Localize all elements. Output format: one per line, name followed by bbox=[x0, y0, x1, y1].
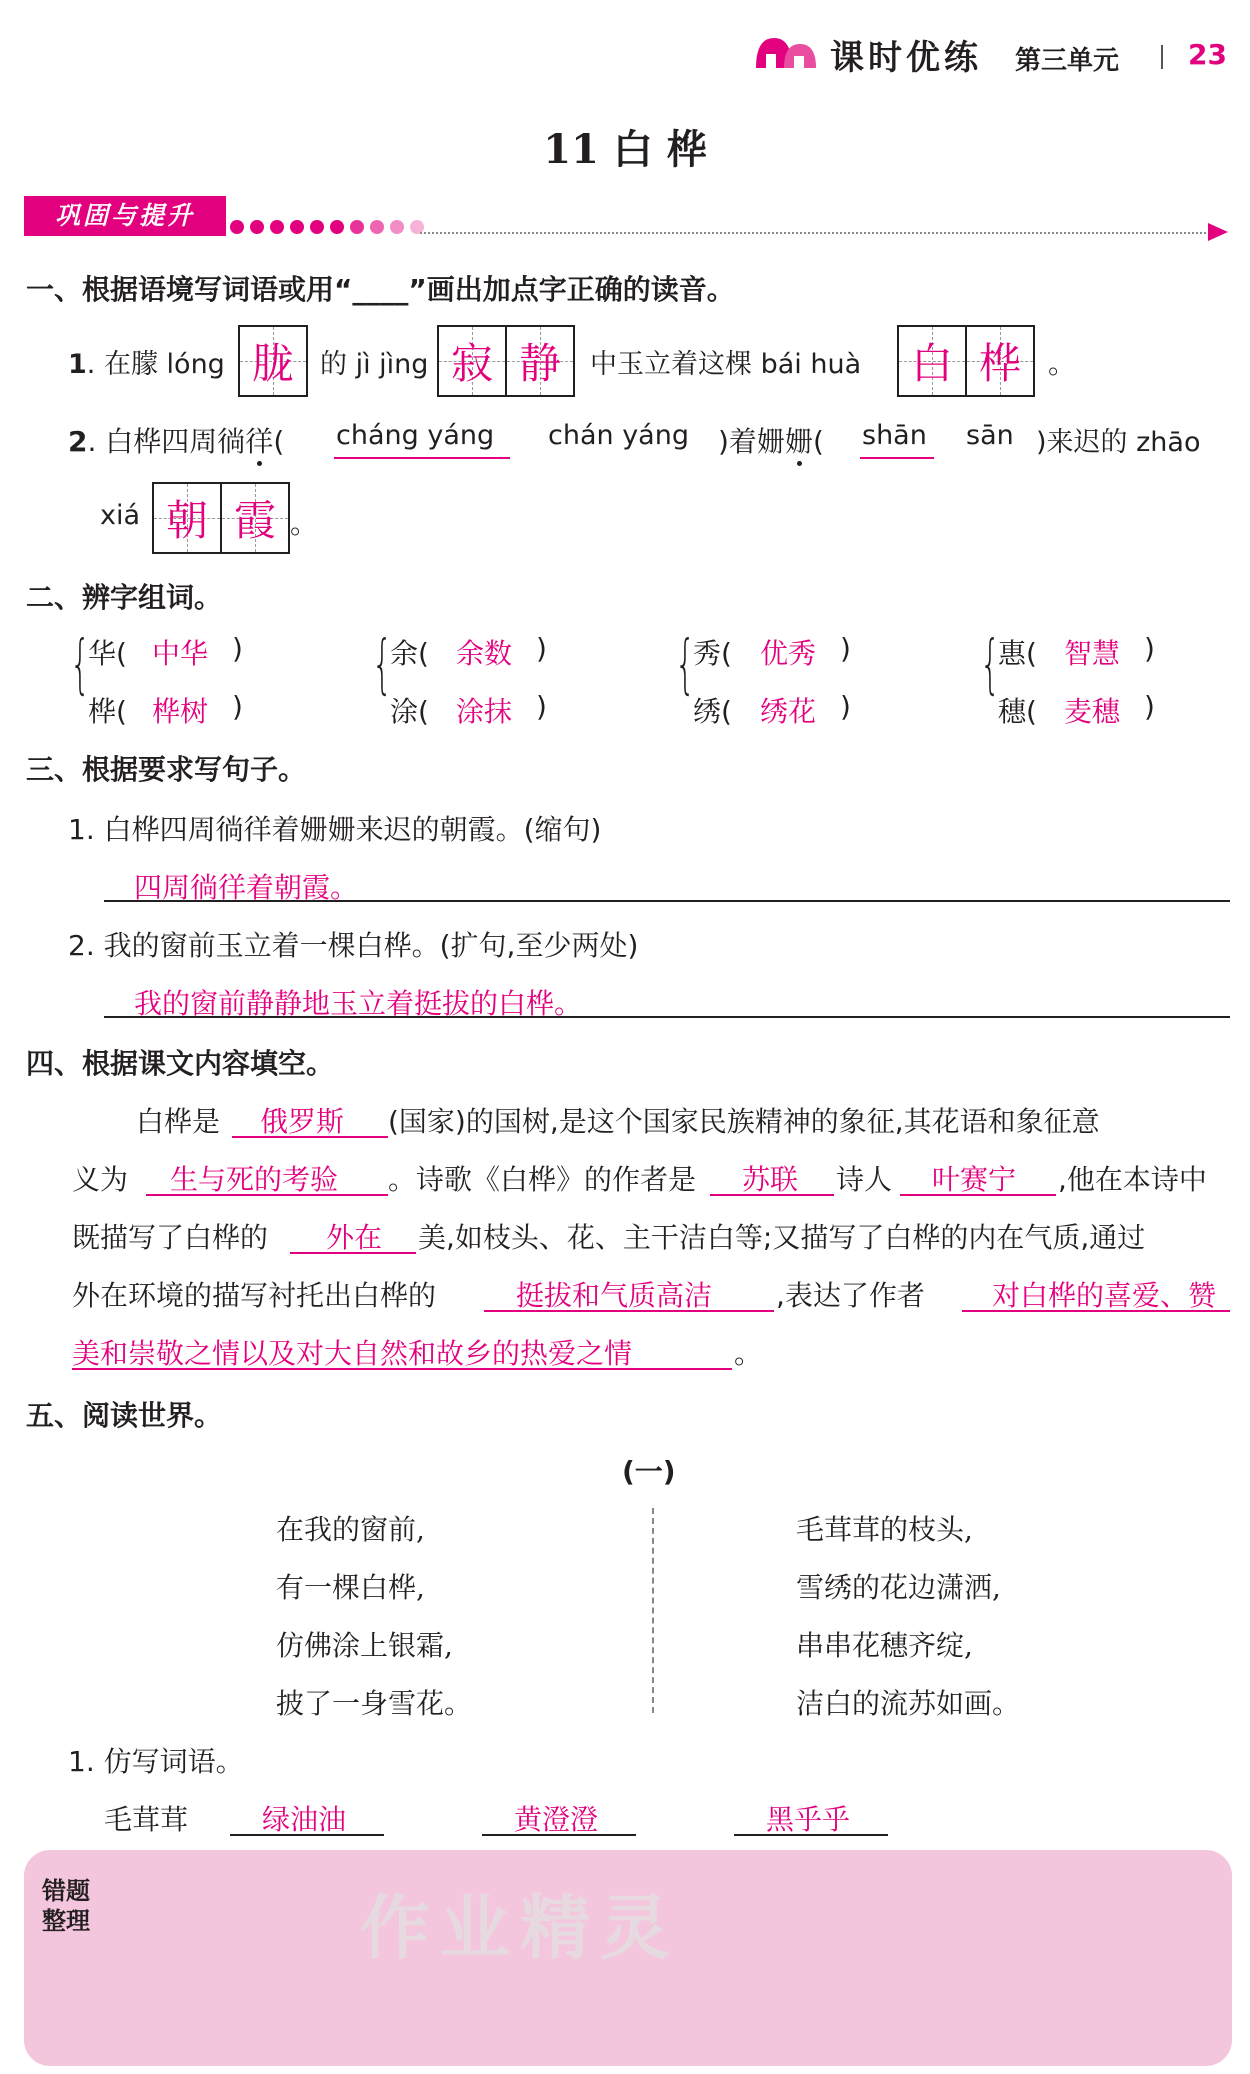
reading-option-chanyang[interactable]: chán yáng bbox=[548, 420, 689, 451]
brand-logo-icon bbox=[752, 28, 822, 72]
lesson-title: 11 白 桦 bbox=[543, 126, 707, 173]
q4-answer-feeling1: 对白桦的喜爱、赞 bbox=[992, 1279, 1217, 1312]
q1-item1-text3: 中玉立着这棵 bái huà bbox=[590, 349, 862, 380]
reading-option-shan[interactable]: shān bbox=[862, 420, 927, 451]
q2-group3-char2: 绣( bbox=[693, 695, 732, 728]
reading-option-san[interactable]: sān bbox=[966, 420, 1014, 451]
q2-group2-word2: 涂抹 bbox=[456, 695, 513, 728]
q2-group1-word2: 桦树 bbox=[152, 695, 209, 728]
watermark: 作业精灵 bbox=[360, 1887, 680, 1969]
q2-group2-word1: 余数 bbox=[456, 637, 513, 670]
poem-divider bbox=[652, 1508, 654, 1713]
answer-underline bbox=[334, 457, 510, 459]
answer-line bbox=[104, 900, 1230, 902]
q5-heading: 五、阅读世界。 bbox=[26, 1399, 223, 1432]
q2-group4-word1: 智慧 bbox=[1064, 637, 1121, 670]
paren: ) bbox=[840, 690, 851, 723]
q1-item1-text2: 的 jì jìng bbox=[320, 349, 429, 380]
q4-text: ,表达了作者 bbox=[776, 1279, 925, 1312]
q4-answer-outer: 外在 bbox=[326, 1221, 383, 1254]
q5-item1: 1. 仿写词语。 bbox=[68, 1745, 244, 1778]
answer-underline bbox=[710, 1194, 834, 1196]
section-band: 巩固与提升 bbox=[24, 196, 226, 236]
q2-group1-char1: 华( bbox=[88, 637, 127, 670]
poem-line: 披了一身雪花。 bbox=[276, 1687, 473, 1720]
paren: ) bbox=[840, 632, 851, 665]
answer-line bbox=[734, 1834, 888, 1836]
q2-group2-char1: 余( bbox=[390, 637, 429, 670]
q1-item2-text1: 2. 白桦四周徜徉( bbox=[68, 425, 285, 458]
q2-heading: 二、辨字组词。 bbox=[26, 581, 223, 614]
answer-line bbox=[482, 1834, 636, 1836]
answer-box-baihua: 白 桦 bbox=[897, 325, 1035, 397]
answer-underline bbox=[962, 1310, 1230, 1312]
q1-item1-end: 。 bbox=[1048, 347, 1077, 380]
answer-underline bbox=[232, 1136, 388, 1138]
q5-example-word: 毛茸茸 bbox=[104, 1803, 189, 1836]
q4-answer-meaning: 生与死的考验 bbox=[170, 1163, 339, 1196]
q4-text: ,他在本诗中 bbox=[1058, 1163, 1207, 1196]
q1-item2-text3: )来迟的 zhāo bbox=[1036, 427, 1201, 458]
q1-item2-end: 。 bbox=[290, 507, 319, 540]
paren: ) bbox=[536, 632, 547, 665]
paren: ) bbox=[1144, 690, 1155, 723]
q1-item1-text1: 1. 在朦 lóng bbox=[68, 349, 225, 380]
brace: { bbox=[372, 628, 393, 702]
q4-answer-feeling2: 美和崇敬之情以及对大自然和故乡的热爱之情 bbox=[72, 1337, 633, 1370]
q2-group3-word2: 绣花 bbox=[760, 695, 817, 728]
answer-box-jijing: 寂 静 bbox=[437, 325, 575, 397]
answer-underline bbox=[860, 457, 934, 459]
q2-group1-word1: 中华 bbox=[152, 637, 209, 670]
header-divider bbox=[1161, 45, 1163, 69]
brace: { bbox=[980, 628, 1001, 702]
q4-text: 外在环境的描写衬托出白桦的 bbox=[72, 1279, 437, 1312]
reading-option-changyang[interactable]: cháng yáng bbox=[336, 420, 495, 451]
answer-box-long: 胧 bbox=[238, 325, 308, 397]
answer-underline bbox=[900, 1194, 1056, 1196]
q5-answer3: 黑乎乎 bbox=[766, 1803, 851, 1836]
unit-label: 第三单元 bbox=[1015, 46, 1120, 76]
poem-line: 仿佛涂上银霜, bbox=[276, 1629, 453, 1662]
q4-text: 。诗歌《白桦》的作者是 bbox=[388, 1163, 697, 1196]
q1-item2-text4: xiá bbox=[100, 500, 141, 531]
q3-item2: 2. 我的窗前玉立着一棵白桦。(扩句,至少两处) bbox=[68, 929, 639, 962]
poem-line: 在我的窗前, bbox=[276, 1513, 425, 1546]
poem-line: 雪绣的花边潇洒, bbox=[796, 1571, 1001, 1604]
q3-answer2: 我的窗前静静地玉立着挺拔的白桦。 bbox=[134, 987, 583, 1020]
paren: ) bbox=[232, 632, 243, 665]
q2-group1-char2: 桦( bbox=[88, 695, 127, 728]
q4-text: 白桦是 bbox=[136, 1105, 221, 1138]
arrow-icon bbox=[1208, 223, 1228, 241]
q2-group4-char1: 惠( bbox=[998, 637, 1037, 670]
q4-text: (国家)的国树,是这个国家民族精神的象征,其花语和象征意 bbox=[388, 1105, 1100, 1138]
poem-line: 洁白的流苏如画。 bbox=[796, 1687, 1021, 1720]
q4-answer-country: 俄罗斯 bbox=[260, 1105, 345, 1138]
answer-underline bbox=[146, 1194, 388, 1196]
q2-group2-char2: 涂( bbox=[390, 695, 429, 728]
q2-group4-word2: 麦穗 bbox=[1064, 695, 1121, 728]
q1-heading: 一、根据语境写词语或用“____”画出加点字正确的读音。 bbox=[26, 273, 735, 306]
q3-item1: 1. 白桦四周徜徉着姗姗来迟的朝霞。(缩句) bbox=[68, 813, 602, 846]
poem-line: 毛茸茸的枝头, bbox=[796, 1513, 973, 1546]
q5-answer2: 黄澄澄 bbox=[514, 1803, 599, 1836]
q4-answer-nation: 苏联 bbox=[742, 1163, 799, 1196]
brand-title: 课时优练 bbox=[830, 38, 982, 78]
poem-line: 串串花穗齐绽, bbox=[796, 1629, 973, 1662]
brace: { bbox=[675, 628, 696, 702]
q1-item2-text2: )着姗姗( bbox=[718, 425, 824, 458]
q3-answer1: 四周徜徉着朝霞。 bbox=[134, 871, 359, 904]
q5-answer1: 绿油油 bbox=[262, 1803, 347, 1836]
page-number: 23 bbox=[1188, 38, 1227, 71]
paren: ) bbox=[232, 690, 243, 723]
band-rule bbox=[420, 232, 1210, 234]
paren: ) bbox=[536, 690, 547, 723]
q2-group3-word1: 优秀 bbox=[760, 637, 817, 670]
reading-part-label: (一) bbox=[622, 1455, 676, 1488]
band-dots bbox=[230, 220, 424, 234]
answer-line bbox=[230, 1834, 384, 1836]
q3-heading: 三、根据要求写句子。 bbox=[26, 753, 307, 786]
q2-group3-char1: 秀( bbox=[693, 637, 732, 670]
q2-group4-char2: 穗( bbox=[998, 695, 1037, 728]
brace: { bbox=[70, 628, 91, 702]
q4-text: 义为 bbox=[72, 1163, 129, 1196]
answer-underline bbox=[290, 1252, 416, 1254]
paren: ) bbox=[1144, 632, 1155, 665]
error-notes-label: 错题 整理 bbox=[42, 1877, 90, 1935]
poem-line: 有一棵白桦, bbox=[276, 1571, 425, 1604]
q4-text: 既描写了白桦的 bbox=[72, 1221, 269, 1254]
answer-underline bbox=[484, 1310, 774, 1312]
q4-text: 。 bbox=[734, 1337, 763, 1370]
q4-answer-poet: 叶赛宁 bbox=[932, 1163, 1017, 1196]
q4-heading: 四、根据课文内容填空。 bbox=[26, 1047, 335, 1080]
q4-answer-quality: 挺拔和气质高洁 bbox=[516, 1279, 713, 1312]
q4-text: 诗人 bbox=[836, 1163, 893, 1196]
answer-line bbox=[104, 1016, 1230, 1018]
answer-underline bbox=[72, 1368, 732, 1370]
q4-text: 美,如枝头、花、主干洁白等;又描写了白桦的内在气质,通过 bbox=[418, 1221, 1146, 1254]
answer-box-zhaoxia: 朝 霞 bbox=[152, 482, 290, 554]
